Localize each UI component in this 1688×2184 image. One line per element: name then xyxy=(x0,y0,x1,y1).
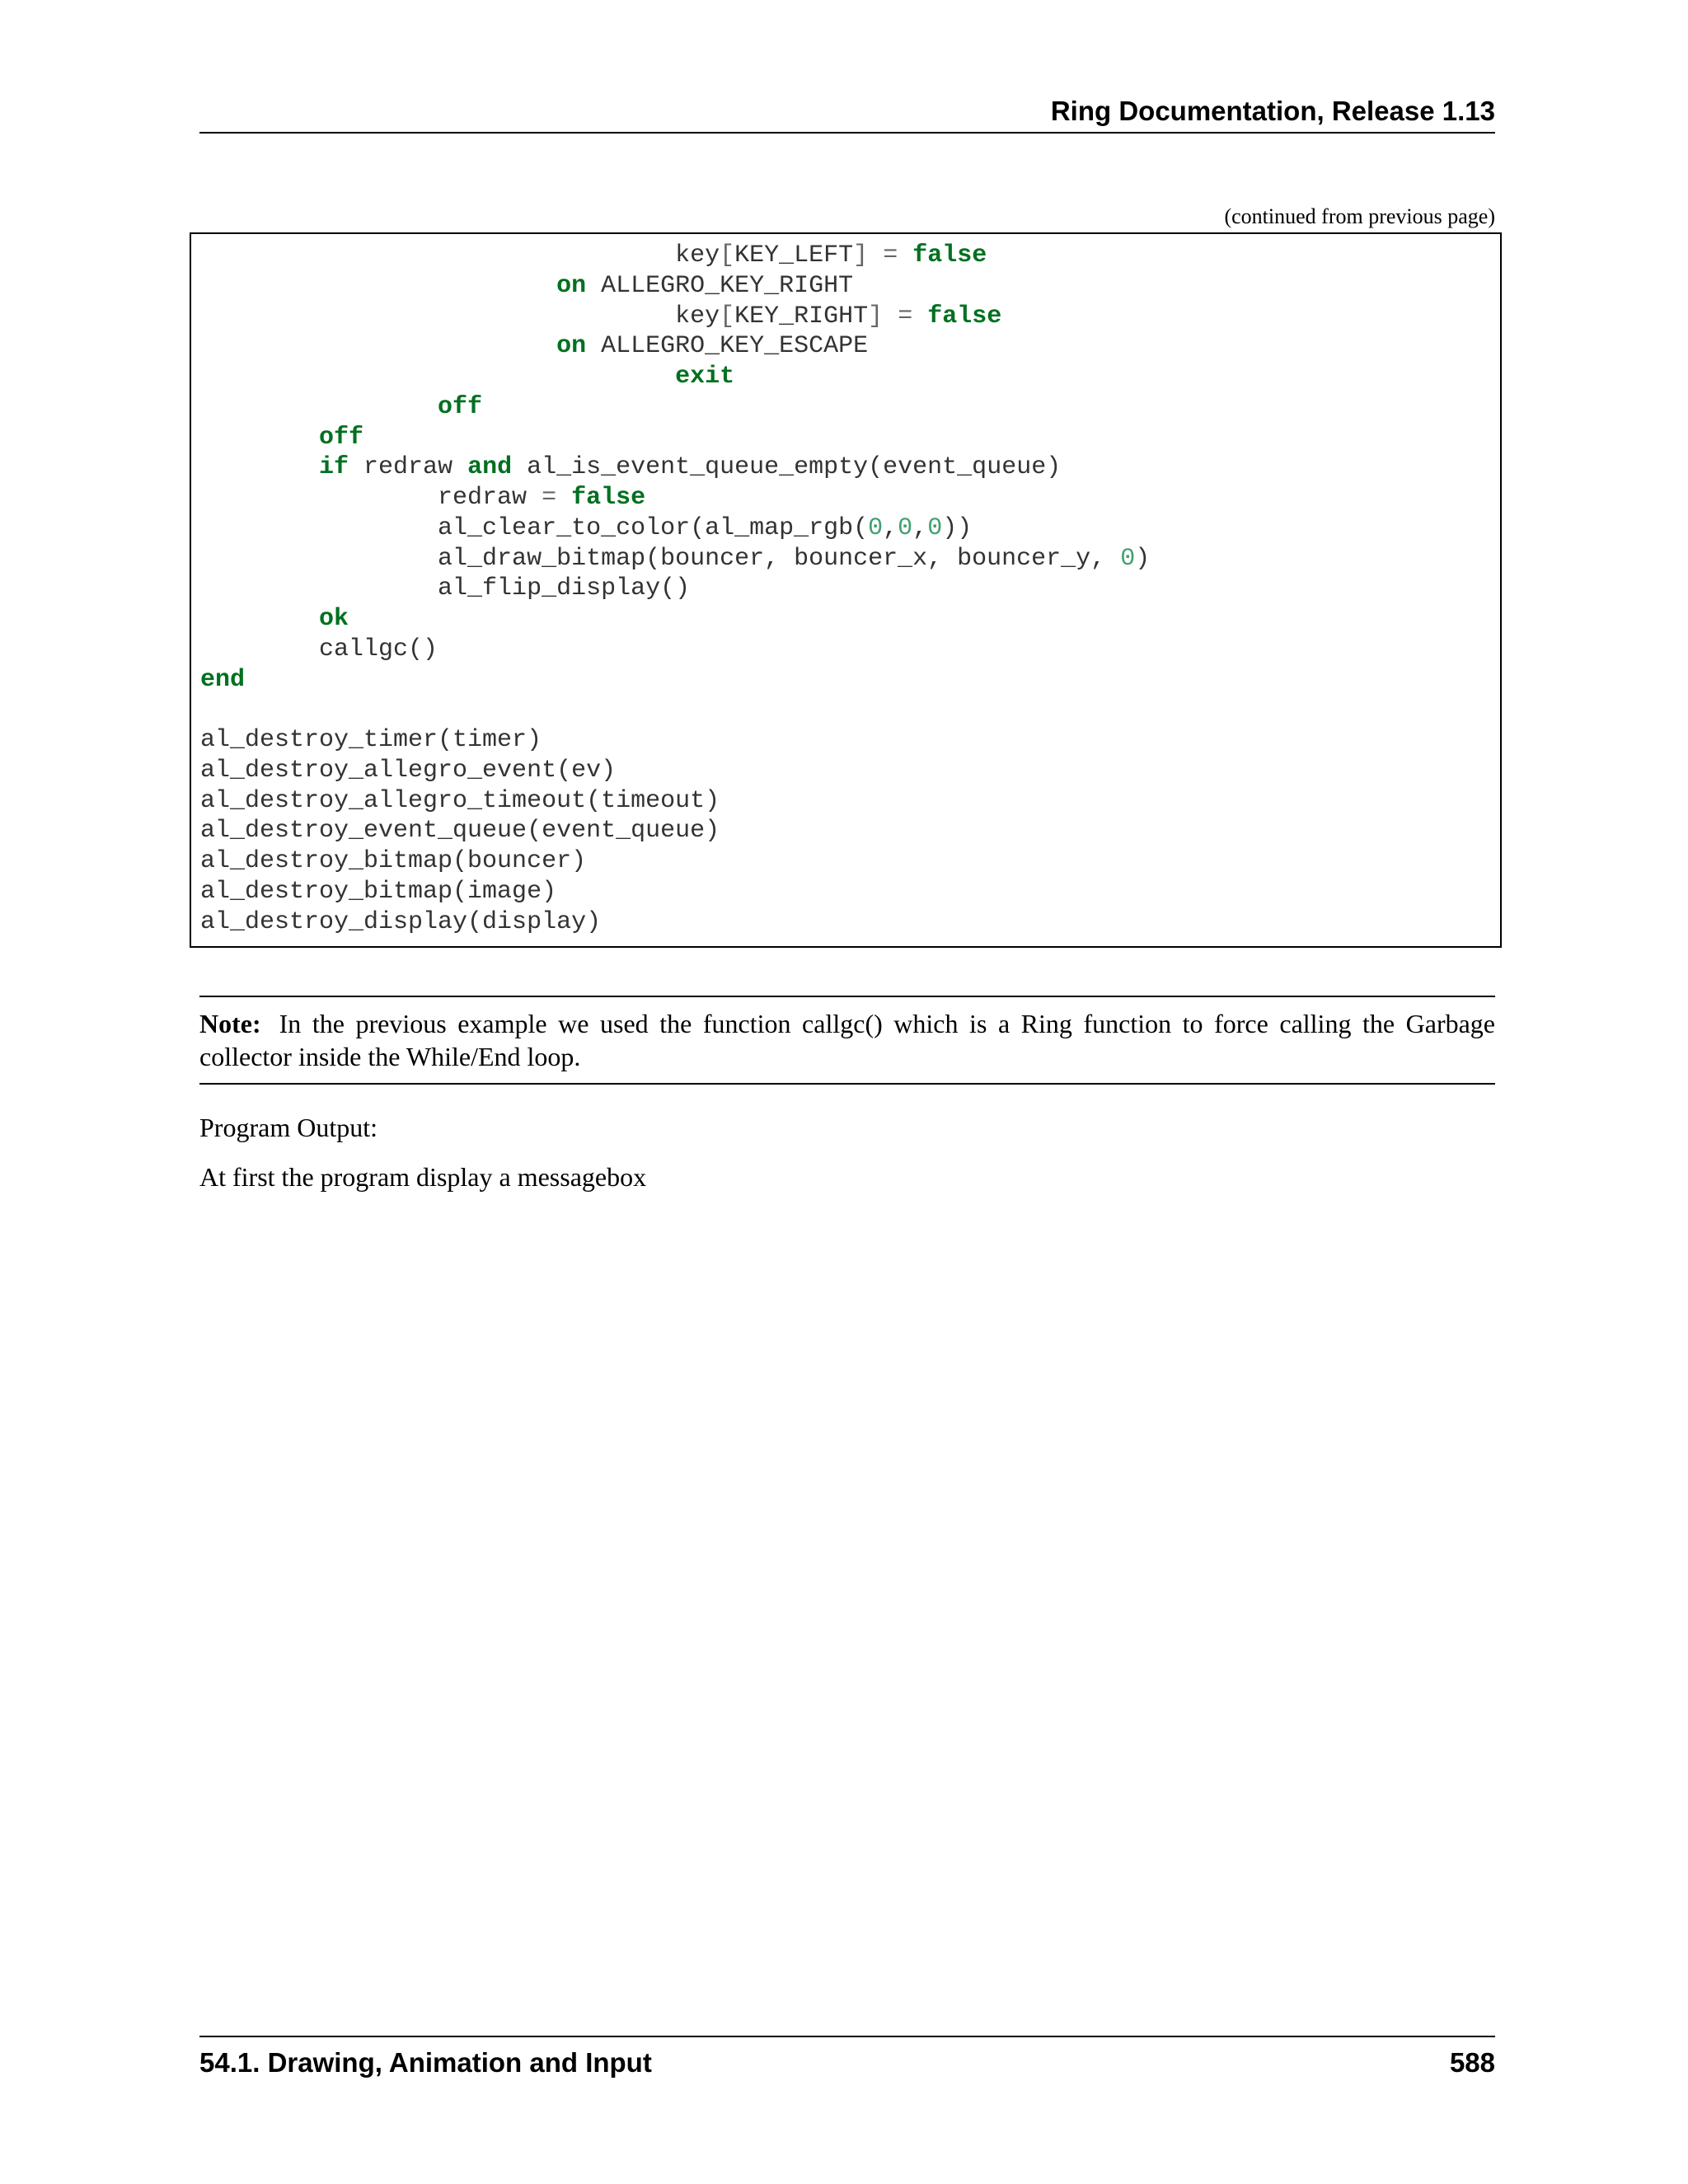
code-token: ] xyxy=(853,241,869,269)
note-text: In the previous example we used the function callgc() which is a Ring function to force calling the Garbage collector inside the While/End loop. xyxy=(199,1009,1495,1071)
code-line xyxy=(200,544,1500,574)
code-line xyxy=(200,513,1500,544)
code-token: 0 xyxy=(898,513,913,542)
code-token: = xyxy=(898,302,913,330)
code-line xyxy=(200,423,1500,453)
code-token: 0 xyxy=(1120,544,1136,573)
code-token xyxy=(912,302,927,330)
code-token: on xyxy=(556,332,587,361)
code-token: ] xyxy=(868,302,884,330)
code-line xyxy=(200,452,1500,483)
code-line xyxy=(200,392,1500,423)
code-line xyxy=(200,665,1500,696)
code-token: off xyxy=(438,392,483,421)
code-line xyxy=(200,816,1500,846)
code-line xyxy=(200,695,1500,725)
code-token xyxy=(556,484,571,512)
code-token: al_draw_bitmap(bouncer, bouncer_x, bouncer_y, xyxy=(200,544,1121,573)
code-token: KEY_RIGHT xyxy=(734,302,869,330)
code-token: ) xyxy=(1135,544,1151,573)
code-token: al_destroy_display(display) xyxy=(200,907,602,936)
code-token: exit xyxy=(675,363,735,391)
code-token: ALLEGRO_KEY_RIGHT xyxy=(586,271,854,300)
code-line xyxy=(200,302,1500,332)
code-token: false xyxy=(927,302,1002,330)
note-box xyxy=(199,996,1495,1085)
code-token xyxy=(200,453,319,481)
code-token xyxy=(200,424,319,452)
code-line xyxy=(200,907,1500,938)
code-token xyxy=(200,605,319,633)
code-token: , xyxy=(883,513,898,542)
code-token: ALLEGRO_KEY_ESCAPE xyxy=(586,332,869,361)
code-line xyxy=(200,725,1500,756)
code-token: al_clear_to_color(al_map_rgb( xyxy=(200,513,869,542)
code-token xyxy=(200,272,556,300)
code-token: )) xyxy=(942,513,973,542)
code-token: ok xyxy=(319,605,349,633)
code-token xyxy=(200,241,675,269)
code-token: al_destroy_event_queue(event_queue) xyxy=(200,817,720,846)
code-token: al_destroy_allegro_timeout(timeout) xyxy=(200,786,720,815)
code-line xyxy=(200,756,1500,786)
code-token: 0 xyxy=(868,513,884,542)
code-token: KEY_LEFT xyxy=(734,241,854,269)
code-line xyxy=(200,574,1500,604)
code-token: [ xyxy=(720,241,735,269)
code-token xyxy=(200,302,675,330)
code-token xyxy=(200,363,675,391)
code-token: redraw xyxy=(349,453,468,482)
code-line xyxy=(200,846,1500,877)
code-token xyxy=(200,393,438,421)
code-token: on xyxy=(556,271,587,300)
code-token: and xyxy=(467,453,513,482)
code-token: false xyxy=(912,241,987,269)
code-line xyxy=(200,786,1500,817)
code-token: 0 xyxy=(927,513,943,542)
code-line xyxy=(200,271,1500,302)
footer-section-title: 54.1. Drawing, Animation and Input xyxy=(199,2047,652,2078)
code-token: redraw xyxy=(200,484,542,512)
code-token xyxy=(200,332,556,360)
code-token xyxy=(883,302,898,330)
header-title: Ring Documentation, Release 1.13 xyxy=(1050,96,1495,126)
code-token: al_flip_display() xyxy=(200,574,691,603)
code-line xyxy=(200,483,1500,513)
code-token: false xyxy=(571,484,646,512)
code-line xyxy=(200,604,1500,635)
code-token: end xyxy=(200,665,246,694)
code-line xyxy=(200,362,1500,392)
code-token: callgc() xyxy=(200,635,438,663)
code-token: = xyxy=(883,241,898,269)
code-token: al_destroy_bitmap(image) xyxy=(200,877,557,906)
page-footer xyxy=(199,2036,1495,2083)
code-line xyxy=(200,877,1500,907)
code-token: al_destroy_timer(timer) xyxy=(200,726,542,754)
first-display-paragraph: At first the program display a messagebox xyxy=(199,1162,647,1192)
page-header xyxy=(199,91,1495,134)
program-output-label: Program Output: xyxy=(199,1113,377,1142)
code-block xyxy=(190,232,1502,948)
note-label: Note: xyxy=(199,1009,261,1038)
code-token: key xyxy=(675,241,720,269)
code-token: if xyxy=(319,453,349,482)
code-line xyxy=(200,635,1500,665)
code-line xyxy=(200,241,1500,271)
code-token: al_destroy_allegro_event(ev) xyxy=(200,756,617,785)
continued-label: (continued from previous page) xyxy=(1224,204,1495,228)
code-token: key xyxy=(675,302,720,330)
footer-page-number: 588 xyxy=(1449,2047,1495,2078)
code-token xyxy=(898,241,912,269)
code-line xyxy=(200,331,1500,362)
code-token: , xyxy=(912,513,928,542)
code-token: off xyxy=(319,423,364,452)
code-token: [ xyxy=(720,302,735,330)
code-token: al_is_event_queue_empty(event_queue) xyxy=(512,453,1062,482)
code-token xyxy=(868,241,883,269)
code-token: = xyxy=(542,484,557,512)
code-token: al_destroy_bitmap(bouncer) xyxy=(200,847,587,875)
